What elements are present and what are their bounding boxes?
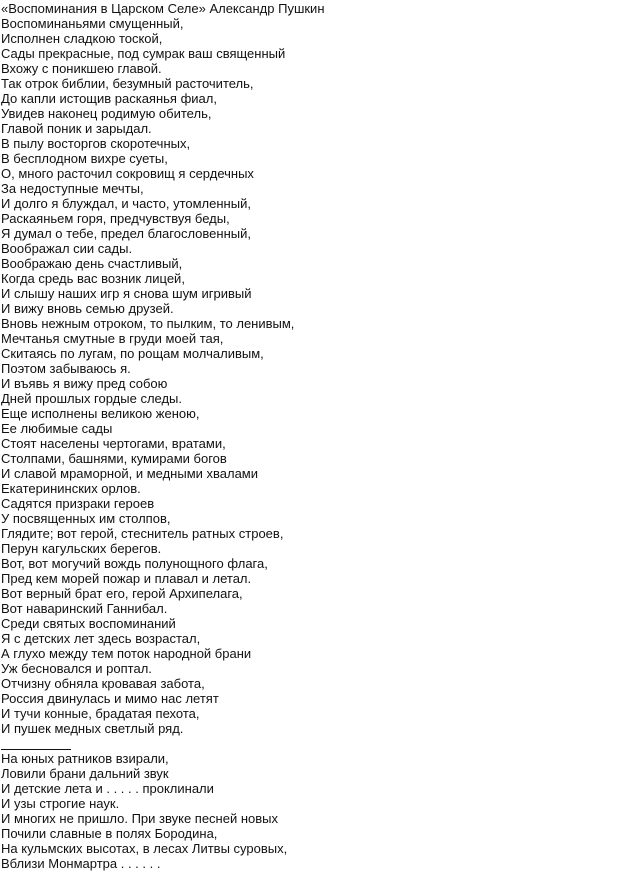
poem-line: Я думал о тебе, предел благословенный, xyxy=(1,226,251,241)
poem-line: В пылу восторгов скоротечных, xyxy=(1,136,191,151)
poem-line: Поэтом забываюсь я. xyxy=(1,361,131,376)
poem-line: Вот, вот могучий вождь полунощного флага, xyxy=(1,556,268,571)
poem-line: Среди святых воспоминаний xyxy=(1,616,176,631)
poem-line: Главой поник и зарыдал. xyxy=(1,121,152,136)
poem-line: В бесплодном вихре суеты, xyxy=(1,151,168,166)
poem-line: Садятся призраки героев xyxy=(1,496,155,511)
poem-line: И узы строгие наук. xyxy=(1,796,120,811)
poem-line: Глядите; вот герой, стеснитель ратных строев, xyxy=(1,526,284,541)
poem-line: Ее любимые сады xyxy=(1,421,113,436)
poem-line: Сады прекрасные, под сумрак ваш священный xyxy=(1,46,286,61)
poem-line: Вот верный брат его, герой Архипелага, xyxy=(1,586,243,601)
poem-line: И славой мраморной, и медными хвалами xyxy=(1,466,259,481)
poem-title: «Воспоминания в Царском Селе» Александр Пушкин xyxy=(1,1,325,16)
poem-line: Ловили брани дальний звук xyxy=(1,766,169,781)
poem-line: Почили славные в полях Бородина, xyxy=(1,826,218,841)
poem-line: Стоят населены чертогами, вратами, xyxy=(1,436,226,451)
poem-line: Вхожу с поникшею главой. xyxy=(1,61,162,76)
poem-line: До капли истощив раскаянья фиал, xyxy=(1,91,217,106)
poem-line: Раскаяньем горя, предчувствуя беды, xyxy=(1,211,230,226)
section-separator-rule xyxy=(1,736,71,751)
poem-line: Екатерининских орлов. xyxy=(1,481,141,496)
poem-line: Мечтанья смутные в груди моей тая, xyxy=(1,331,224,346)
poem-line: Вблизи Монмартра . . . . . . xyxy=(1,856,161,871)
poem-line: Отчизну обняла кровавая забота, xyxy=(1,676,205,691)
poem-line: О, много расточил сокровищ я сердечных xyxy=(1,166,254,181)
poem-line: Исполнен сладкою тоской, xyxy=(1,31,163,46)
poem-line: И долго я блуждал, и часто, утомленный, xyxy=(1,196,251,211)
poem-line: Пред кем морей пожар и плавал и летал. xyxy=(1,571,252,586)
poem-line: И пушек медных светлый ряд. xyxy=(1,721,184,736)
poem-line: Перун кагульских берегов. xyxy=(1,541,162,556)
poem-line: Дней прошлых гордые следы. xyxy=(1,391,183,406)
poem-line: И тучи конные, брадатая пехота, xyxy=(1,706,200,721)
poem-line: Увидев наконец родимую обитель, xyxy=(1,106,212,121)
poem-line: Когда средь вас возник лицей, xyxy=(1,271,185,286)
poem-line: Воображаю день счастливый, xyxy=(1,256,183,271)
poem-line: Уж бесновался и роптал. xyxy=(1,661,152,676)
poem-line: За недоступные мечты, xyxy=(1,181,144,196)
poem-line: Я с детских лет здесь возрастал, xyxy=(1,631,201,646)
poem-line: На юных ратников взирали, xyxy=(1,751,169,766)
poem-line: Вновь нежным отроком, то пылким, то ленивым, xyxy=(1,316,295,331)
poem-line: И многих не пришло. При звуке песней новых xyxy=(1,811,278,826)
poem-line: Скитаясь по лугам, по рощам молчаливым, xyxy=(1,346,264,361)
poem-line: У посвященных им столпов, xyxy=(1,511,171,526)
poem-line: На кульмских высотах, в лесах Литвы суровых, xyxy=(1,841,288,856)
poem-line: Воспоминаньями смущенный, xyxy=(1,16,184,31)
poem-line: Еще исполнены великою женою, xyxy=(1,406,200,421)
poem-line: Столпами, башнями, кумирами богов xyxy=(1,451,227,466)
poem-line: Воображал сии сады. xyxy=(1,241,133,256)
poem-line: И въявь я вижу пред собою xyxy=(1,376,168,391)
poem-line: Так отрок библии, безумный расточитель, xyxy=(1,76,254,91)
poem-line: Россия двинулась и мимо нас летят xyxy=(1,691,219,706)
poem-line: И слышу наших игр я снова шум игривый xyxy=(1,286,252,301)
poem-line: И вижу вновь семью друзей. xyxy=(1,301,174,316)
poem-stanzas-part-1 xyxy=(1,16,637,736)
poem-line: А глухо между тем поток народной брани xyxy=(1,646,252,661)
poem-line: И детские лета и . . . . . проклинали xyxy=(1,781,214,796)
poem-line: Вот наваринский Ганнибал. xyxy=(1,601,168,616)
poem-stanzas-part-2 xyxy=(1,751,637,871)
